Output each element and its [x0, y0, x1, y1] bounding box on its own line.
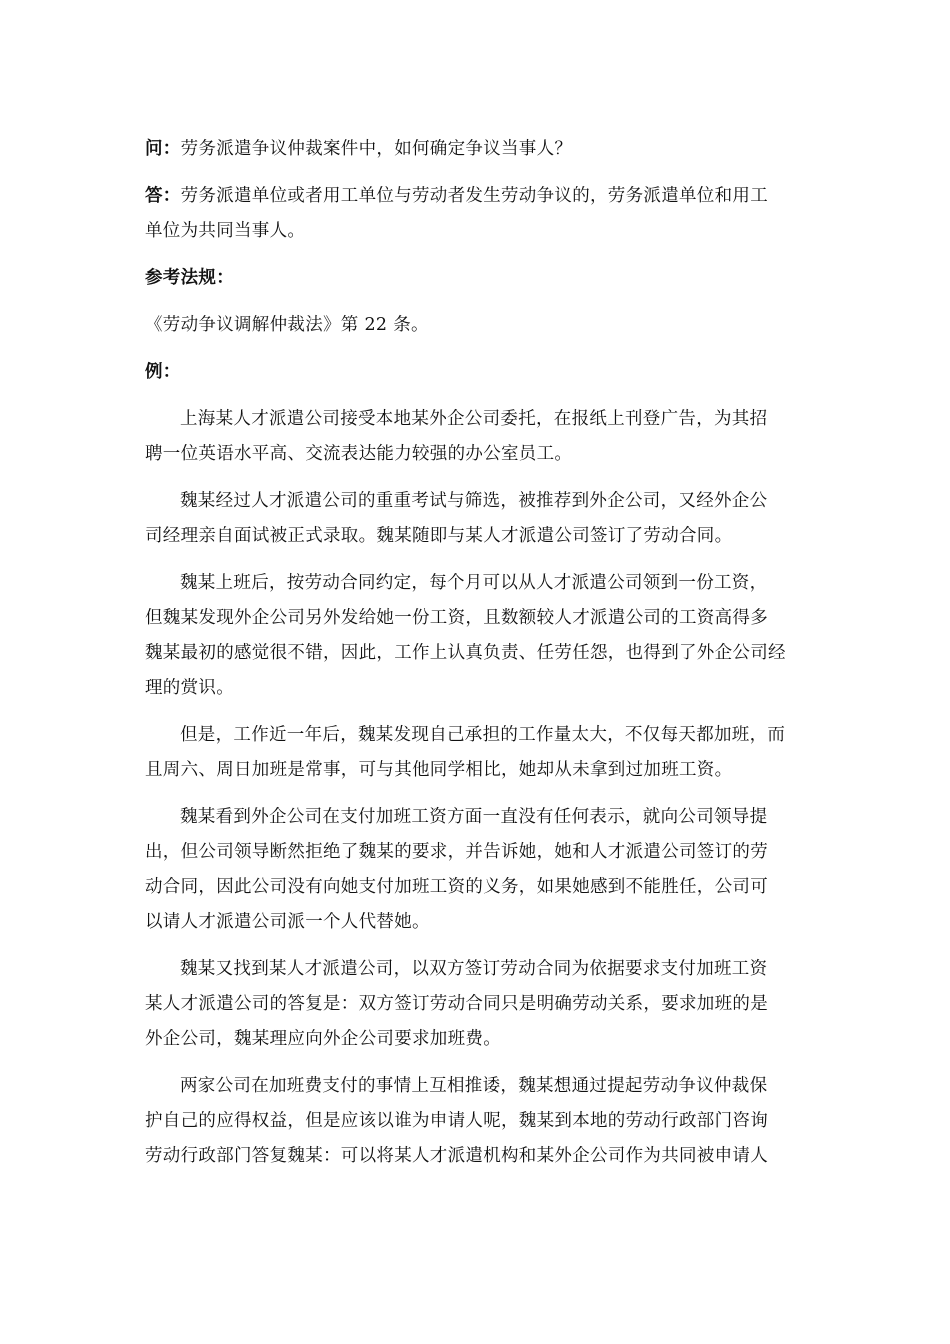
example-paragraph-5 — [145, 800, 810, 940]
answer-line-2: 单位为共同当事人。 — [145, 221, 306, 241]
paragraph-line: 且周六、周日加班是常事，可与其他同学相比，她却从未拿到过加班工资。 — [145, 760, 733, 780]
paragraph-line: 司经理亲自面试被正式录取。魏某随即与某人才派遣公司签订了劳动合同。 — [145, 526, 733, 546]
answer-label: 答： — [145, 186, 181, 206]
paragraph-line: 但是，工作近一年后，魏某发现自己承担的工作量太大，不仅每天都加班，而 — [180, 725, 786, 745]
question-label: 问： — [145, 139, 181, 159]
paragraph-line: 动合同，因此公司没有向她支付加班工资的义务，如果她感到不能胜任，公司可 — [145, 877, 768, 897]
paragraph-line: 魏某最初的感觉很不错，因此，工作上认真负责、任劳任怨，也得到了外企公司经 — [145, 643, 786, 663]
example-paragraph-6 — [145, 952, 810, 1057]
example-paragraph-2 — [145, 484, 810, 554]
paragraph-line: 出，但公司领导断然拒绝了魏某的要求，并告诉她，她和人才派遣公司签订的劳 — [145, 842, 768, 862]
example-paragraph-4 — [145, 718, 810, 788]
paragraph-line: 外企公司，魏某理应向外企公司要求加班费。 — [145, 1029, 501, 1049]
paragraph-line: 魏某看到外企公司在支付加班工资方面一直没有任何表示，就向公司领导提 — [180, 807, 768, 827]
paragraph-line: 魏某又找到某人才派遣公司，以双方签订劳动合同为依据要求支付加班工资 — [180, 959, 768, 979]
reference-text: 《劳动争议调解仲裁法》第 22 条。 — [145, 315, 429, 335]
paragraph-line: 上海某人才派遣公司接受本地某外企公司委托，在报纸上刊登广告，为其招 — [180, 409, 768, 429]
question-line — [145, 132, 810, 167]
paragraph-line: 护自己的应得权益，但是应该以谁为申请人呢，魏某到本地的劳动行政部门咨询 — [145, 1111, 768, 1131]
example-heading: 例： — [145, 362, 181, 382]
paragraph-line: 某人才派遣公司的答复是：双方签订劳动合同只是明确劳动关系，要求加班的是 — [145, 994, 768, 1014]
paragraph-line: 两家公司在加班费支付的事情上互相推诿，魏某想通过提起劳动争议仲裁保 — [180, 1076, 768, 1096]
answer-text-1: 劳务派遣单位或者用工单位与劳动者发生劳动争议的，劳务派遣单位和用工 — [180, 186, 769, 206]
paragraph-line: 魏某经过人才派遣公司的重重考试与筛选，被推荐到外企公司，又经外企公 — [180, 491, 768, 511]
question-text: 劳务派遣争议仲裁案件中，如何确定争议当事人？ — [180, 139, 573, 159]
example-paragraph-7 — [145, 1069, 810, 1174]
paragraph-line: 劳动行政部门答复魏某：可以将某人才派遣机构和某外企公司作为共同被申请人 — [145, 1146, 768, 1166]
paragraph-line: 但魏某发现外企公司另外发给她一份工资，且数额较人才派遣公司的工资高得多 — [145, 608, 768, 628]
answer-line-1 — [145, 179, 810, 214]
paragraph-line: 魏某上班后，按劳动合同约定，每个月可以从人才派遣公司领到一份工资， — [180, 573, 768, 593]
paragraph-line: 理的赏识。 — [145, 678, 234, 698]
example-paragraph-3 — [145, 566, 810, 706]
document-body — [145, 132, 810, 1174]
paragraph-line: 以请人才派遣公司派一个人代替她。 — [145, 912, 430, 932]
reference-heading: 参考法规： — [145, 268, 234, 288]
example-paragraph-1 — [145, 402, 810, 472]
paragraph-line: 聘一位英语水平高、交流表达能力较强的办公室员工。 — [145, 444, 573, 464]
